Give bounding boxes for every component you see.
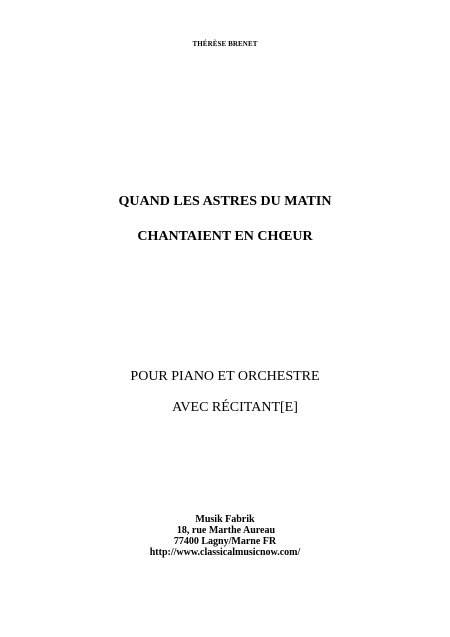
publisher-url: http://www.classicalmusicnow.com/ bbox=[149, 547, 301, 558]
publisher-city: 77400 Lagny/Marne FR bbox=[173, 536, 277, 547]
publisher-name: Musik Fabrik bbox=[195, 514, 255, 525]
instrumentation-line-2: AVEC RÉCITANT[E] bbox=[172, 400, 298, 415]
composer-name: THÉRÈSE BRENET bbox=[192, 40, 258, 48]
publisher-street: 18, rue Marthe Aureau bbox=[176, 525, 276, 536]
publisher-block bbox=[0, 514, 450, 558]
work-title-line-2: CHANTAIENT EN CHŒUR bbox=[137, 229, 313, 244]
instrumentation-line-1: POUR PIANO ET ORCHESTRE bbox=[130, 369, 320, 384]
work-title-line-1: QUAND LES ASTRES DU MATIN bbox=[118, 194, 332, 209]
